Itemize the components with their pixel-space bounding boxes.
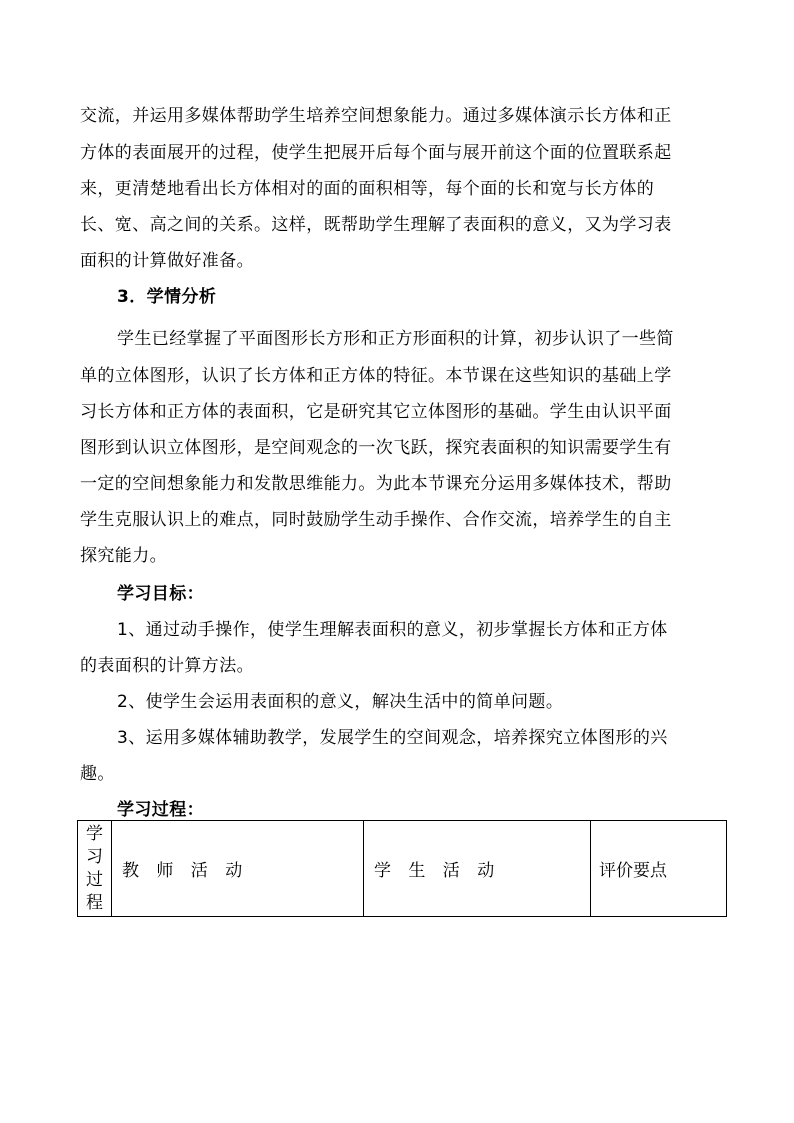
stage-char: 过 (86, 869, 103, 890)
stage-char: 程 (86, 892, 103, 913)
objectives-heading: 学习目标： (117, 584, 204, 604)
paragraph-2-line-6: 学生克服认识上的难点，同时鼓励学生动手操作、合作交流，培养学生的自主 (80, 510, 672, 530)
paragraph-2-line-3: 习长方体和正方体的表面积，它是研究其它立体图形的基础。学生由认识平面 (80, 402, 672, 422)
paragraph-1-line-5: 面积的计算做好准备。 (80, 251, 254, 271)
paragraph-1-line-1: 交流，并运用多媒体帮助学生培养空间想象能力。通过多媒体演示长方体和正 (80, 106, 672, 126)
learning-process-table (77, 820, 727, 917)
paragraph-2-line-5: 一定的空间想象能力和发散思维能力。为此本节课充分运用多媒体技术，帮助 (80, 474, 672, 494)
paragraph-2-line-7: 探究能力。 (80, 546, 167, 566)
paragraph-1-line-3: 来，更清楚地看出长方体相对的面的面积相等，每个面的长和宽与长方体的 (80, 179, 655, 199)
paragraph-2-line-4: 图形到认识立体图形，是空间观念的一次飞跃，探究表面积的知识需要学生有 (80, 438, 672, 458)
objective-1-line-1: 1、通过动手操作，使学生理解表面积的意义，初步掌握长方体和正方体 (117, 620, 668, 640)
objective-3-line-1: 3、运用多媒体辅助教学，发展学生的空间观念，培养探究立体图形的兴 (117, 728, 668, 748)
objective-3-line-2: 趣。 (80, 764, 115, 784)
paragraph-2-line-1: 学生已经掌握了平面图形长方形和正方形面积的计算，初步认识了一些简 (117, 329, 674, 349)
stage-char: 习 (86, 846, 103, 867)
objective-2: 2、使学生会运用表面积的意义，解决生活中的简单问题。 (117, 692, 564, 712)
paragraph-2-line-2: 单的立体图形，认识了长方体和正方体的特征。本节课在这些知识的基础上学 (80, 366, 672, 386)
teacher-activity-header: 教 师 活 动 (112, 821, 364, 917)
objective-1-line-2: 的表面积的计算方法。 (80, 656, 254, 676)
paragraph-1-line-4: 长、宽、高之间的关系。这样，既帮助学生理解了表面积的意义，又为学习表 (80, 215, 672, 235)
evaluation-points-header: 评价要点 (591, 821, 727, 917)
paragraph-1-line-2: 方体的表面展开的过程，使学生把展开后每个面与展开前这个面的位置联系起 (80, 143, 672, 163)
section-3-heading: 3．学情分析 (117, 287, 217, 307)
table-row (78, 821, 727, 917)
stage-cell (78, 821, 112, 917)
student-activity-header: 学 生 活 动 (364, 821, 591, 917)
stage-char: 学 (86, 823, 103, 844)
process-heading: 学习过程： (117, 800, 204, 820)
